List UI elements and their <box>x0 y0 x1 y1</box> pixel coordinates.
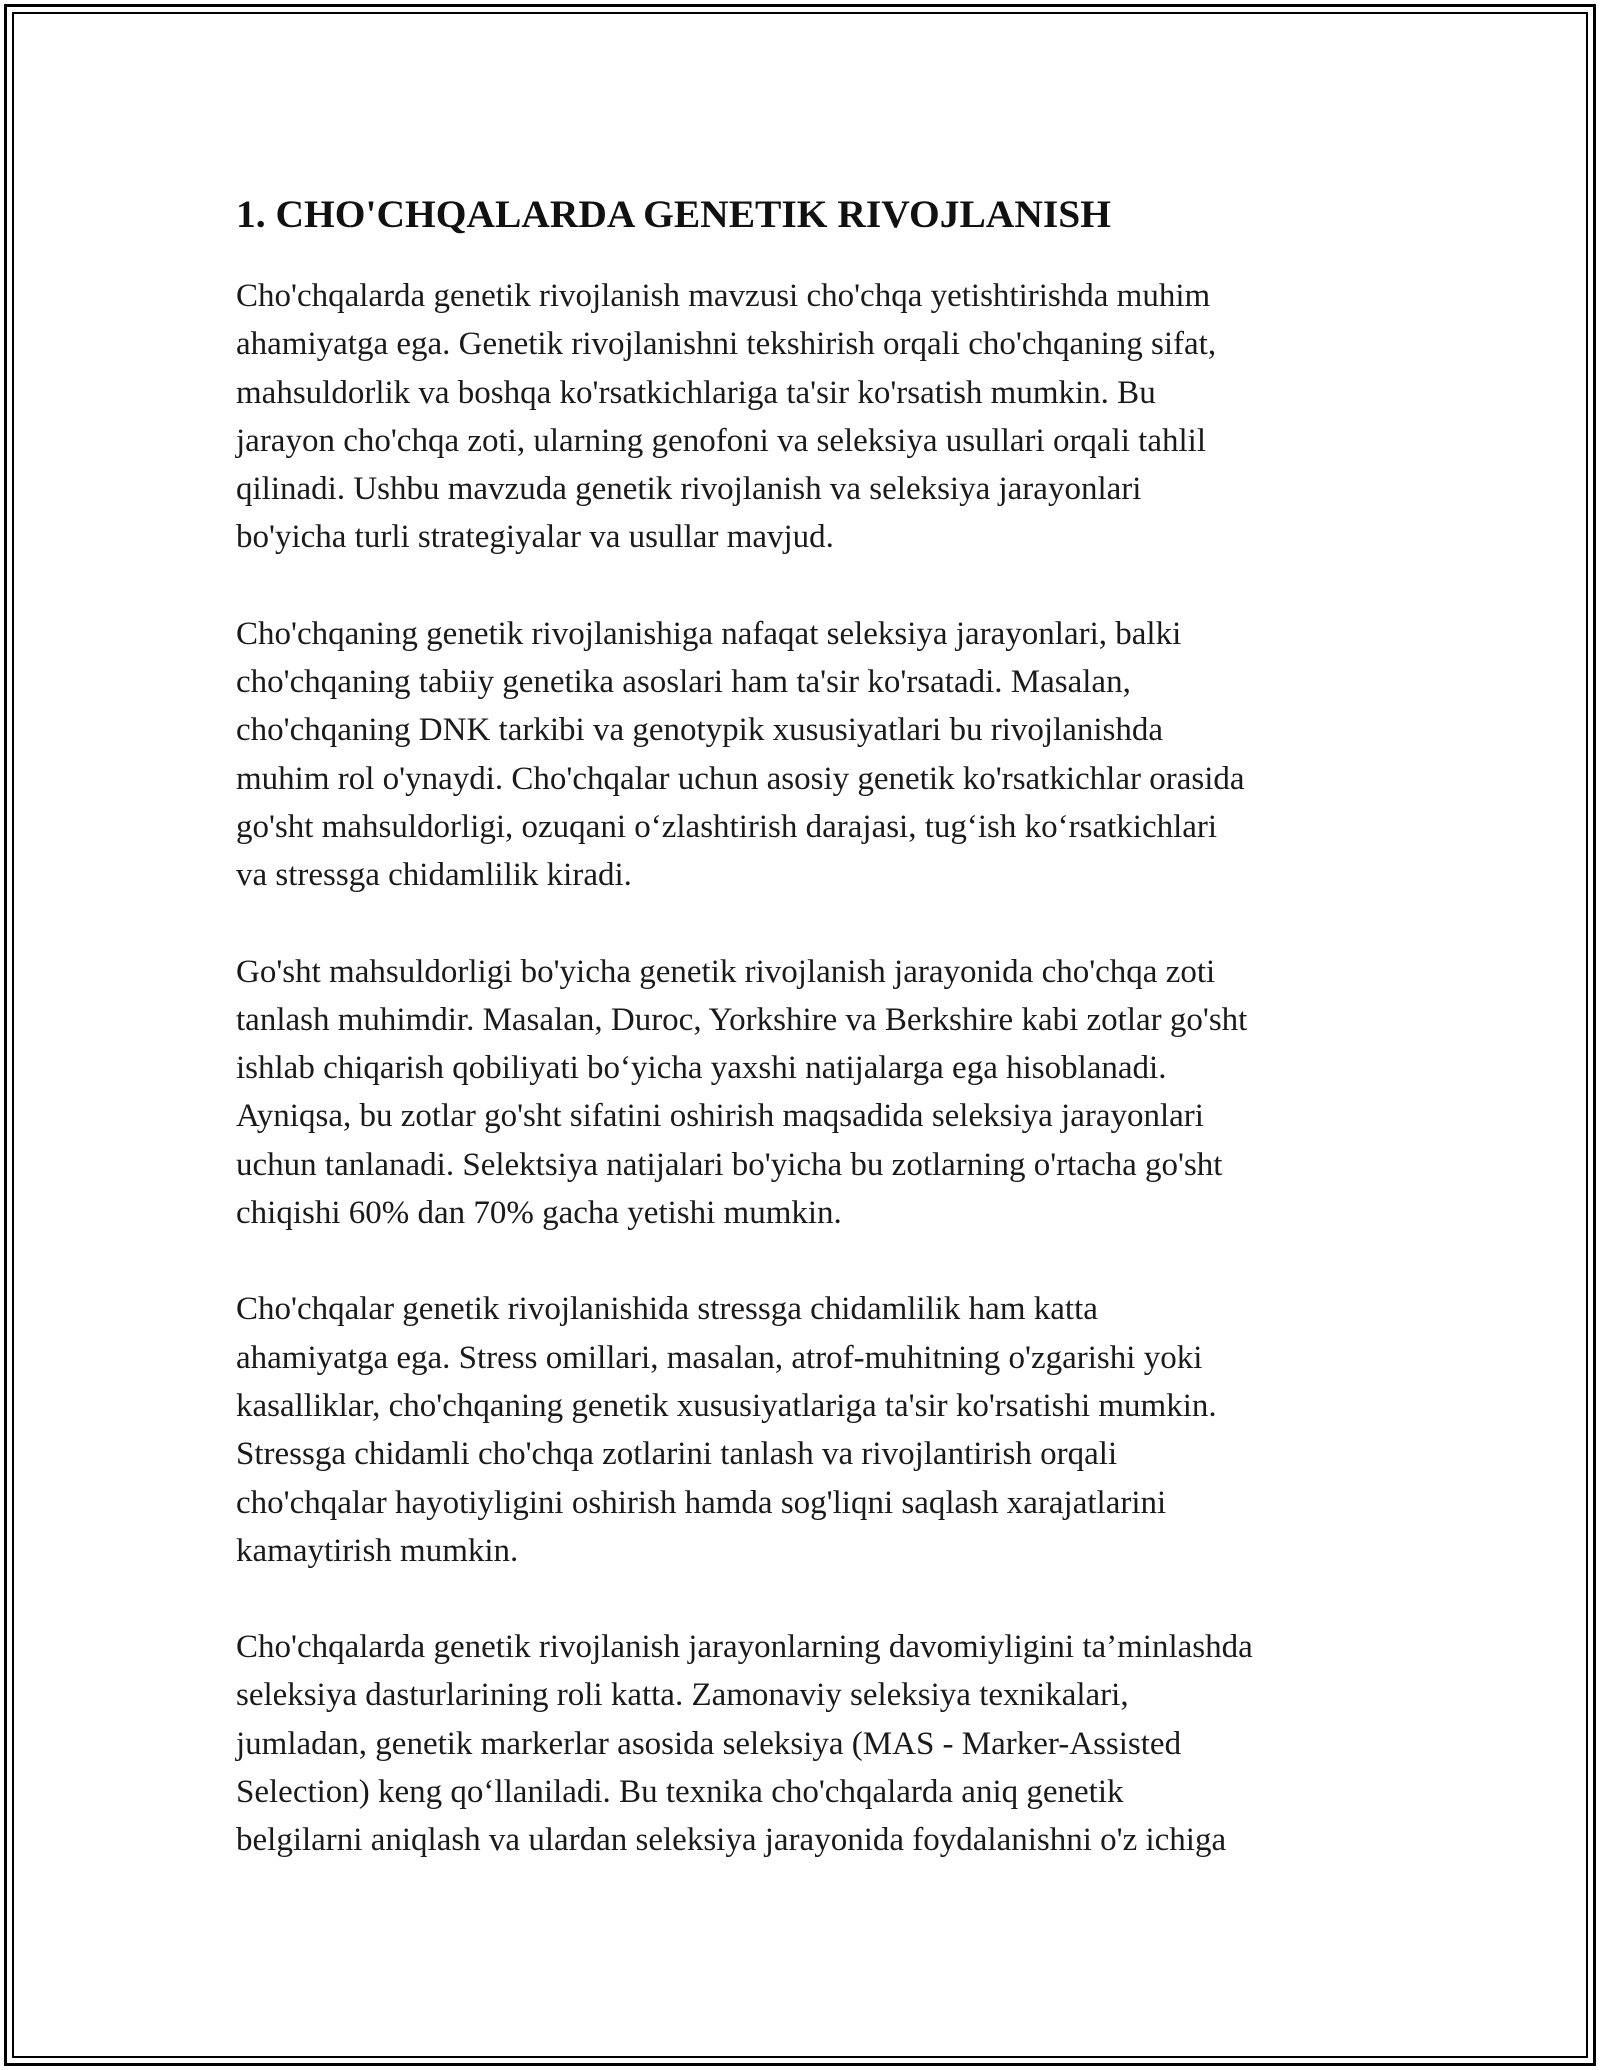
text-line: cho'chqaning DNK tarkibi va genotypik xususiyatlari bu rivojlanishda <box>236 712 1164 749</box>
text-line: seleksiya dasturlarining roli katta. Zamonaviy seleksiya texnikalari, <box>236 1677 1129 1714</box>
text-line: mahsuldorlik va boshqa ko'rsatkichlariga ta'sir ko'rsatish mumkin. Bu <box>236 374 1156 411</box>
text-line: muhim rol o'ynaydi. Cho'chqalar uchun asosiy genetik ko'rsatkichlar orasida <box>236 760 1245 797</box>
text-line: Cho'chqalarda genetik rivojlanish jarayonlarning davomiyligini ta’minlashda <box>236 1629 1253 1666</box>
text-line: va stressga chidamlilik kiradi. <box>236 857 632 894</box>
text-line: Go'sht mahsuldorligi bo'yicha genetik rivojlanish jarayonida cho'chqa zoti <box>236 953 1216 990</box>
paragraph <box>236 272 1381 562</box>
text-line: uchun tanlanadi. Selektsiya natijalari bo'yicha bu zotlarning o'rtacha go'sht <box>236 1146 1223 1183</box>
paragraph <box>236 610 1381 900</box>
text-line: qilinadi. Ushbu mavzuda genetik rivojlanish va seleksiya jarayonlari <box>236 471 1142 508</box>
text-line: jarayon cho'chqa zoti, ularning genofoni va seleksiya usullari orqali tahlil <box>236 422 1206 459</box>
text-line: ahamiyatga ega. Stress omillari, masalan, atrof-muhitning o'zgarishi yoki <box>236 1339 1203 1376</box>
text-line: cho'chqaning tabiiy genetika asoslari ham ta'sir ko'rsatadi. Masalan, <box>236 664 1131 701</box>
text-line: Cho'chqalar genetik rivojlanishida stressga chidamlilik ham katta <box>236 1291 1098 1328</box>
text-line: Stressga chidamli cho'chqa zotlarini tanlash va rivojlantirish orqali <box>236 1436 1118 1473</box>
paragraph <box>236 1623 1381 1864</box>
text-line: ahamiyatga ega. Genetik rivojlanishni tekshirish orqali cho'chqaning sifat, <box>236 326 1217 363</box>
text-line: bo'yicha turli strategiyalar va usullar mavjud. <box>236 519 834 556</box>
document-title: 1. CHO'CHQALARDA GENETIK RIVOJLANISH <box>236 192 1111 236</box>
paragraph <box>236 948 1381 1238</box>
text-line: tanlash muhimdir. Masalan, Duroc, Yorkshire va Berkshire kabi zotlar go'sht <box>236 1001 1248 1038</box>
text-line: cho'chqalar hayotiyligini oshirish hamda sog'liqni saqlash xarajatlarini <box>236 1484 1167 1521</box>
text-line: Selection) keng qo‘llaniladi. Bu texnika cho'chqalarda aniq genetik <box>236 1774 1124 1811</box>
paragraph <box>236 1285 1381 1575</box>
text-line: jumladan, genetik markerlar asosida seleksiya (MAS - Marker-Assisted <box>236 1725 1182 1762</box>
text-line: chiqishi 60% dan 70% gacha yetishi mumkin. <box>236 1195 842 1232</box>
text-line: belgilarni aniqlash va ulardan seleksiya jarayonida foydalanishni o'z ichiga <box>236 1822 1227 1859</box>
text-line: kasalliklar, cho'chqaning genetik xususiyatlariga ta'sir ko'rsatishi mumkin. <box>236 1387 1217 1424</box>
text-line: Cho'chqalarda genetik rivojlanish mavzusi cho'chqa yetishtirishda muhim <box>236 278 1211 314</box>
text-line: Ayniqsa, bu zotlar go'sht sifatini oshirish maqsadida seleksiya jarayonlari <box>236 1098 1204 1135</box>
text-line: ishlab chiqarish qobiliyati bo‘yicha yaxshi natijalarga ega hisoblanadi. <box>236 1050 1167 1087</box>
document-body <box>236 186 1381 1913</box>
text-line: Cho'chqaning genetik rivojlanishiga nafaqat seleksiya jarayonlari, balki <box>236 615 1182 652</box>
text-line: go'sht mahsuldorligi, ozuqani o‘zlashtirish darajasi, tug‘ish ko‘rsatkichlari <box>236 808 1218 845</box>
text-line: kamaytirish mumkin. <box>236 1532 519 1569</box>
